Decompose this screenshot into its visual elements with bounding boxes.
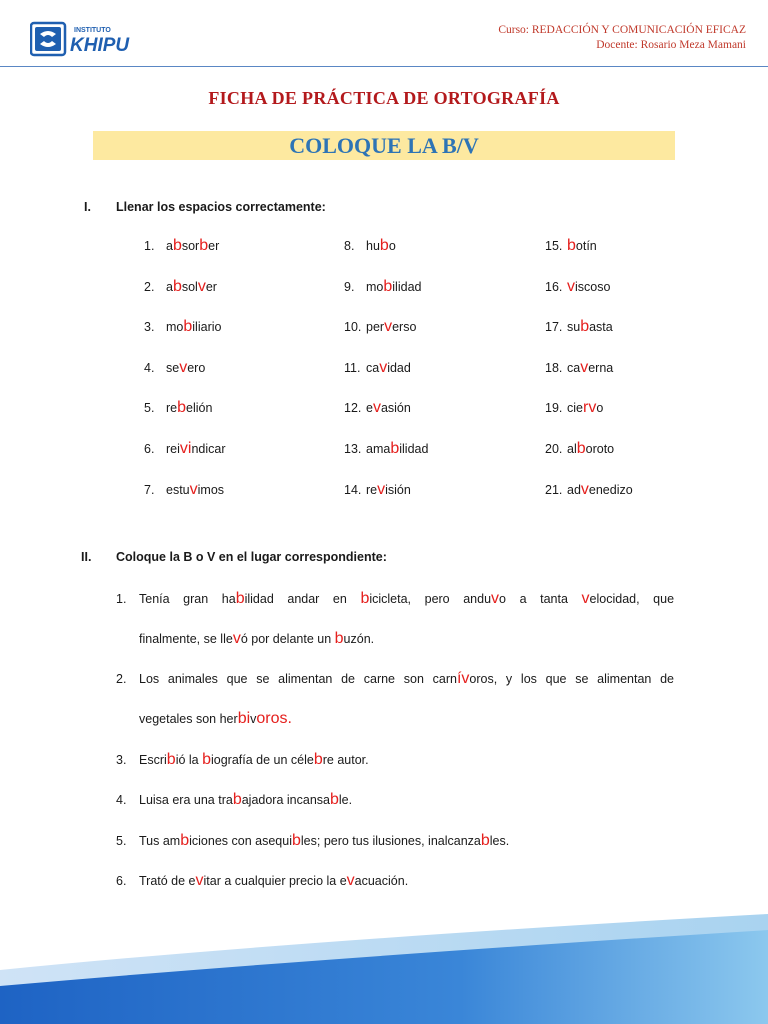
word-item: [344, 278, 421, 296]
sentence-answer: v: [232, 630, 241, 647]
sentence-line: [139, 791, 674, 809]
word-text: ndicar: [191, 442, 226, 456]
sentence-text: les.: [489, 834, 510, 848]
word-number: 3.: [144, 320, 155, 334]
word-answer: v: [189, 481, 198, 498]
word-answer: b: [199, 237, 209, 254]
sentence-answer: v: [491, 590, 500, 607]
sentence-text: ó por delante un: [240, 632, 335, 646]
word-text: sor: [181, 239, 200, 253]
word-text: hu: [366, 239, 380, 253]
word-item: [545, 440, 614, 458]
word-number: 1.: [144, 239, 155, 253]
word-item: [344, 399, 411, 417]
word-number: 7.: [144, 483, 155, 497]
word-text: ca: [366, 361, 380, 375]
word-text: erso: [392, 320, 417, 334]
word-answer: b: [172, 237, 182, 254]
word-text: rei: [166, 442, 180, 456]
word-answer: b: [390, 440, 400, 457]
sentence-text: iciones con asequi: [189, 834, 292, 848]
page-header: [0, 0, 768, 67]
word-answer: b: [172, 278, 182, 295]
word-text: ilidad: [392, 280, 422, 294]
word-answer: b: [383, 278, 393, 295]
sentence-answer: b: [166, 751, 176, 768]
course-value: REDACCIÓN Y COMUNICACIÓN EFICAZ: [531, 24, 746, 36]
sentence-text: re autor.: [322, 753, 369, 767]
word-text: a: [166, 239, 173, 253]
word-item: [144, 359, 205, 377]
word-text: re: [366, 483, 378, 497]
teacher-value: Rosario Meza Mamani: [640, 39, 746, 51]
word-text: asión: [380, 401, 411, 415]
sentence-text: les; pero tus ilusiones, inalcanza: [300, 834, 481, 848]
sentence-line: [139, 832, 674, 850]
word-text: sol: [181, 280, 198, 294]
section-1-number: I.: [84, 200, 91, 214]
word-text: mo: [366, 280, 384, 294]
sentence-answer: bi: [237, 710, 251, 727]
sentence-text: Tus am: [139, 834, 181, 848]
course-label: Curso:: [498, 24, 529, 36]
word-number: 10.: [344, 320, 362, 334]
word-item: [144, 399, 212, 417]
sentence-line: [139, 710, 292, 728]
word-answer: v: [580, 359, 589, 376]
word-answer: v: [179, 359, 188, 376]
sentence-answer: v: [581, 590, 590, 607]
word-number: 13.: [344, 442, 362, 456]
word-number: 8.: [344, 239, 355, 253]
word-text: imos: [197, 483, 225, 497]
word-text: se: [166, 361, 180, 375]
word-text: otín: [575, 239, 597, 253]
sentence-answer: b: [334, 630, 344, 647]
word-text: ero: [187, 361, 206, 375]
word-answer: b: [576, 440, 586, 457]
word-number: 4.: [144, 361, 155, 375]
sentence-answer: b: [360, 590, 370, 607]
sentence-text: le.: [338, 793, 353, 807]
word-text: iliario: [192, 320, 222, 334]
word-answer: b: [379, 237, 389, 254]
sentence-text: Luisa era una tra: [139, 793, 233, 807]
course-info: [498, 23, 746, 53]
sentence-text: ió la: [175, 753, 203, 767]
sentence-text: vegetales son her: [139, 712, 238, 726]
sentence-number: 6.: [116, 874, 127, 888]
sentence-answer: oros.: [256, 710, 292, 727]
word-text: al: [567, 442, 577, 456]
sentence-text: elocidad, que: [589, 592, 675, 606]
footer-wave: [0, 900, 768, 1024]
word-item: [144, 440, 226, 458]
sentence-text: Tenía gran ha: [139, 592, 236, 606]
word-answer: v: [384, 318, 393, 335]
word-number: 21.: [545, 483, 563, 497]
word-number: 20.: [545, 442, 563, 456]
section-1-title: Llenar los espacios correctamente:: [116, 200, 326, 214]
word-text: ca: [567, 361, 581, 375]
sentence-answer: b: [313, 751, 323, 768]
logo-small-text: INSTITUTO: [74, 27, 111, 34]
word-item: [545, 481, 633, 499]
word-item: [344, 237, 396, 255]
sentence-answer: b: [291, 832, 301, 849]
word-number: 18.: [545, 361, 563, 375]
sentence-text: v: [250, 712, 257, 726]
word-answer: b: [177, 399, 187, 416]
word-answer: vi: [179, 440, 192, 457]
sentence-text: Escri: [139, 753, 167, 767]
exercise-banner: COLOQUE LA B/V: [93, 131, 675, 160]
word-item: [545, 237, 597, 255]
word-item: [144, 278, 217, 296]
sentence-text: finalmente, se lle: [139, 632, 233, 646]
sentence-text: Los animales que se alimentan de carne son carn: [139, 672, 457, 686]
sentence-line: [139, 872, 674, 890]
word-number: 6.: [144, 442, 155, 456]
teacher-label: Docente:: [596, 39, 638, 51]
word-text: oroto: [585, 442, 615, 456]
sentence-answer: v: [346, 872, 355, 889]
sentence-number: 2.: [116, 672, 127, 686]
word-answer: v: [379, 359, 388, 376]
sentence-line: [139, 670, 674, 688]
sentence-number: 5.: [116, 834, 127, 848]
word-text: idad: [387, 361, 411, 375]
word-text: iscoso: [575, 280, 611, 294]
word-answer: v: [377, 481, 386, 498]
word-text: su: [567, 320, 581, 334]
word-item: [144, 237, 219, 255]
word-text: mo: [166, 320, 184, 334]
word-item: [344, 359, 411, 377]
word-answer: rv: [582, 399, 597, 416]
word-item: [545, 359, 613, 377]
word-item: [344, 318, 416, 336]
sentence-number: 4.: [116, 793, 127, 807]
word-text: estu: [166, 483, 190, 497]
sentence-text: ajadora incansa: [241, 793, 330, 807]
sentence-text: iografía de un céle: [211, 753, 314, 767]
word-number: 14.: [344, 483, 362, 497]
word-text: ilidad: [399, 442, 429, 456]
word-text: isión: [385, 483, 411, 497]
word-answer: v: [197, 278, 206, 295]
word-item: [344, 440, 428, 458]
sentence-answer: b: [202, 751, 211, 768]
sentence-answer: b: [329, 791, 339, 808]
word-number: 12.: [344, 401, 362, 415]
word-number: 5.: [144, 401, 155, 415]
word-number: 2.: [144, 280, 155, 294]
word-answer: v: [567, 278, 575, 295]
word-answer: v: [372, 399, 381, 416]
sentence-answer: b: [232, 791, 242, 808]
section-1-heading: [84, 200, 484, 218]
word-text: a: [166, 280, 173, 294]
sentence-answer: b: [235, 590, 245, 607]
word-text: ama: [366, 442, 391, 456]
word-item: [545, 318, 613, 336]
word-text: enedizo: [588, 483, 633, 497]
section-2-number: II.: [81, 550, 92, 564]
word-text: asta: [589, 320, 613, 334]
word-item: [545, 399, 603, 417]
word-text: er: [205, 280, 217, 294]
word-answer: b: [567, 237, 576, 254]
section-2-heading: [81, 550, 481, 568]
word-text: re: [166, 401, 178, 415]
sentence-answer: b: [180, 832, 190, 849]
word-item: [144, 318, 221, 336]
sentence-text: acuación.: [354, 874, 409, 888]
word-text: elión: [186, 401, 213, 415]
sentence-number: 3.: [116, 753, 127, 767]
section-2-title: Coloque la B o V en el lugar correspondiente:: [116, 550, 387, 564]
word-item: [344, 481, 411, 499]
sentence-text: oros, y los que se alimentan de: [469, 672, 674, 686]
word-text: erna: [588, 361, 614, 375]
sentence-line: [139, 630, 374, 648]
word-answer: b: [183, 318, 193, 335]
word-text: o: [388, 239, 396, 253]
sentence-text: o a tanta: [499, 592, 582, 606]
word-text: o: [596, 401, 604, 415]
sentence-text: uzón.: [343, 632, 375, 646]
word-number: 16.: [545, 280, 563, 294]
sentence-line: [139, 590, 674, 608]
sentence-text: Trató de e: [139, 874, 196, 888]
word-number: 11.: [344, 361, 361, 375]
sentence-text: icicleta, pero andu: [369, 592, 492, 606]
word-answer: b: [580, 318, 590, 335]
word-text: e: [366, 401, 373, 415]
sentence-number: 1.: [116, 592, 127, 606]
word-number: 9.: [344, 280, 355, 294]
word-number: 17.: [545, 320, 563, 334]
word-number: 15.: [545, 239, 563, 253]
khipu-logo: [30, 20, 145, 58]
sentence-text: ilidad andar en: [244, 592, 361, 606]
sentence-answer: b: [480, 832, 490, 849]
page-title: FICHA DE PRÁCTICA DE ORTOGRAFÍA: [208, 88, 560, 108]
sentence-line: [139, 751, 674, 769]
logo-big-text: KHIPU: [70, 35, 130, 56]
word-text: er: [208, 239, 220, 253]
word-text: per: [366, 320, 385, 334]
word-item: [545, 278, 610, 296]
word-item: [144, 481, 224, 499]
sentence-text: itar a cualquier precio la e: [203, 874, 347, 888]
word-text: cie: [567, 401, 583, 415]
word-text: ad: [567, 483, 581, 497]
word-answer: v: [580, 481, 589, 498]
sentence-answer: ív: [456, 670, 470, 687]
word-number: 19.: [545, 401, 563, 415]
sentence-answer: v: [195, 872, 204, 889]
